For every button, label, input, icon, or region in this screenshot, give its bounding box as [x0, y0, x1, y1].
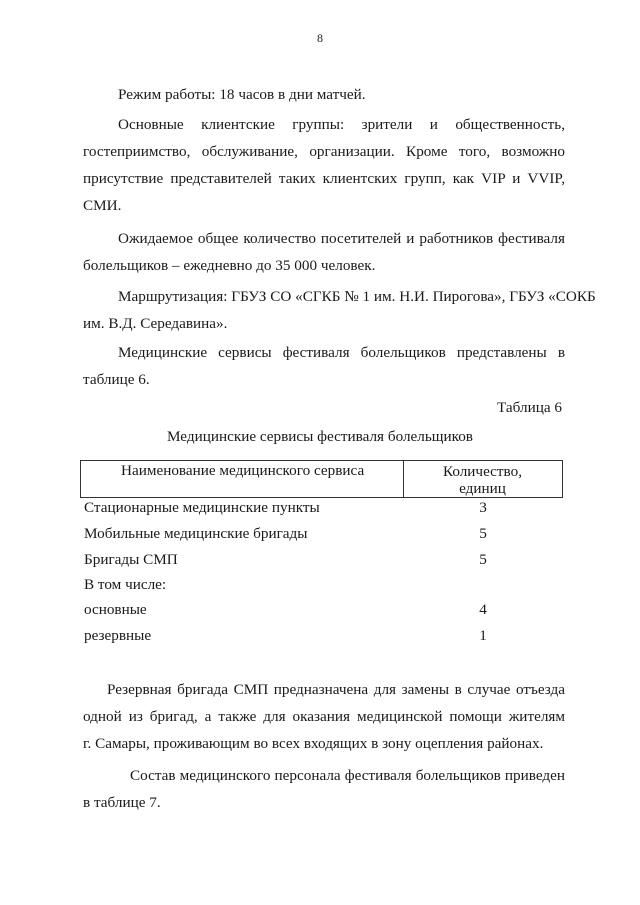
table-row: Бригады СМП	[84, 551, 178, 568]
staff-intro-line-2: в таблице 7.	[83, 794, 161, 811]
table-label: Таблица 6	[497, 399, 562, 416]
table-row: Стационарные медицинские пункты	[84, 499, 320, 516]
header-quantity	[403, 461, 563, 497]
client-groups-line-1: Основные клиентские группы: зрители и общественность,	[118, 116, 565, 133]
client-groups-line-2: гостеприимство, обслуживание, организации. Кроме того, возможно	[83, 143, 565, 160]
reserve-brigade-line-1: Резервная бригада СМП предназначена для замены в случае отъезда	[107, 681, 565, 698]
table-row-qty: 5	[479, 525, 487, 542]
table-row-qty: 1	[479, 627, 487, 644]
services-intro-paragraph	[83, 344, 565, 389]
table-row: В том числе:	[84, 576, 167, 593]
reserve-brigade-line-3: г. Самары, проживающим во всех входящих в зону оцепления районах.	[83, 735, 544, 752]
page-number: 8	[317, 31, 323, 45]
expected-visitors-line-2: болельщиков – ежедневно до 35 000 человек.	[83, 257, 376, 274]
routing-paragraph	[83, 288, 596, 333]
table-row: основные	[84, 601, 147, 618]
header-service-name-text: Наименование медицинского сервиса	[121, 462, 365, 479]
table-row-qty: 3	[479, 499, 487, 516]
header-quantity-line-1: Количество,	[442, 463, 523, 480]
staff-intro-line-1: Состав медицинского персонала фестиваля болельщиков приведен	[130, 767, 565, 784]
services-intro-line-1: Медицинские сервисы фестиваля болельщиков представлены в	[118, 344, 565, 361]
client-groups-line-3: присутствие представителей таких клиентских групп, как VIP и VVIP,	[83, 170, 565, 187]
reserve-brigade-paragraph	[83, 681, 565, 753]
table-row-qty: 5	[479, 551, 487, 568]
table-row: резервные	[84, 627, 152, 644]
services-intro-line-2: таблице 6.	[83, 371, 150, 388]
client-groups-paragraph	[83, 116, 565, 215]
work-mode-text: Режим работы: 18 часов в дни матчей.	[118, 86, 366, 103]
table-row-qty: 4	[479, 601, 487, 618]
routing-line-2: им. В.Д. Середавина».	[83, 315, 228, 332]
reserve-brigade-line-2: одной из бригад, а также для оказания медицинской помощи жителям	[83, 708, 565, 725]
table-caption: Медицинские сервисы фестиваля болельщиков	[167, 428, 473, 445]
table-row: Мобильные медицинские бригады	[84, 525, 308, 542]
routing-line-1: Маршрутизация: ГБУЗ СО «СГКБ № 1 им. Н.И. Пирогова», ГБУЗ «СОКБ	[118, 288, 596, 305]
staff-intro-paragraph	[83, 767, 565, 812]
expected-visitors-paragraph	[83, 230, 565, 275]
expected-visitors-line-1: Ожидаемое общее количество посетителей и работников фестиваля	[118, 230, 565, 247]
client-groups-line-4: СМИ.	[83, 197, 122, 214]
table-header	[80, 460, 563, 498]
header-service-name	[80, 461, 404, 497]
header-quantity-line-2: единиц	[459, 480, 506, 497]
